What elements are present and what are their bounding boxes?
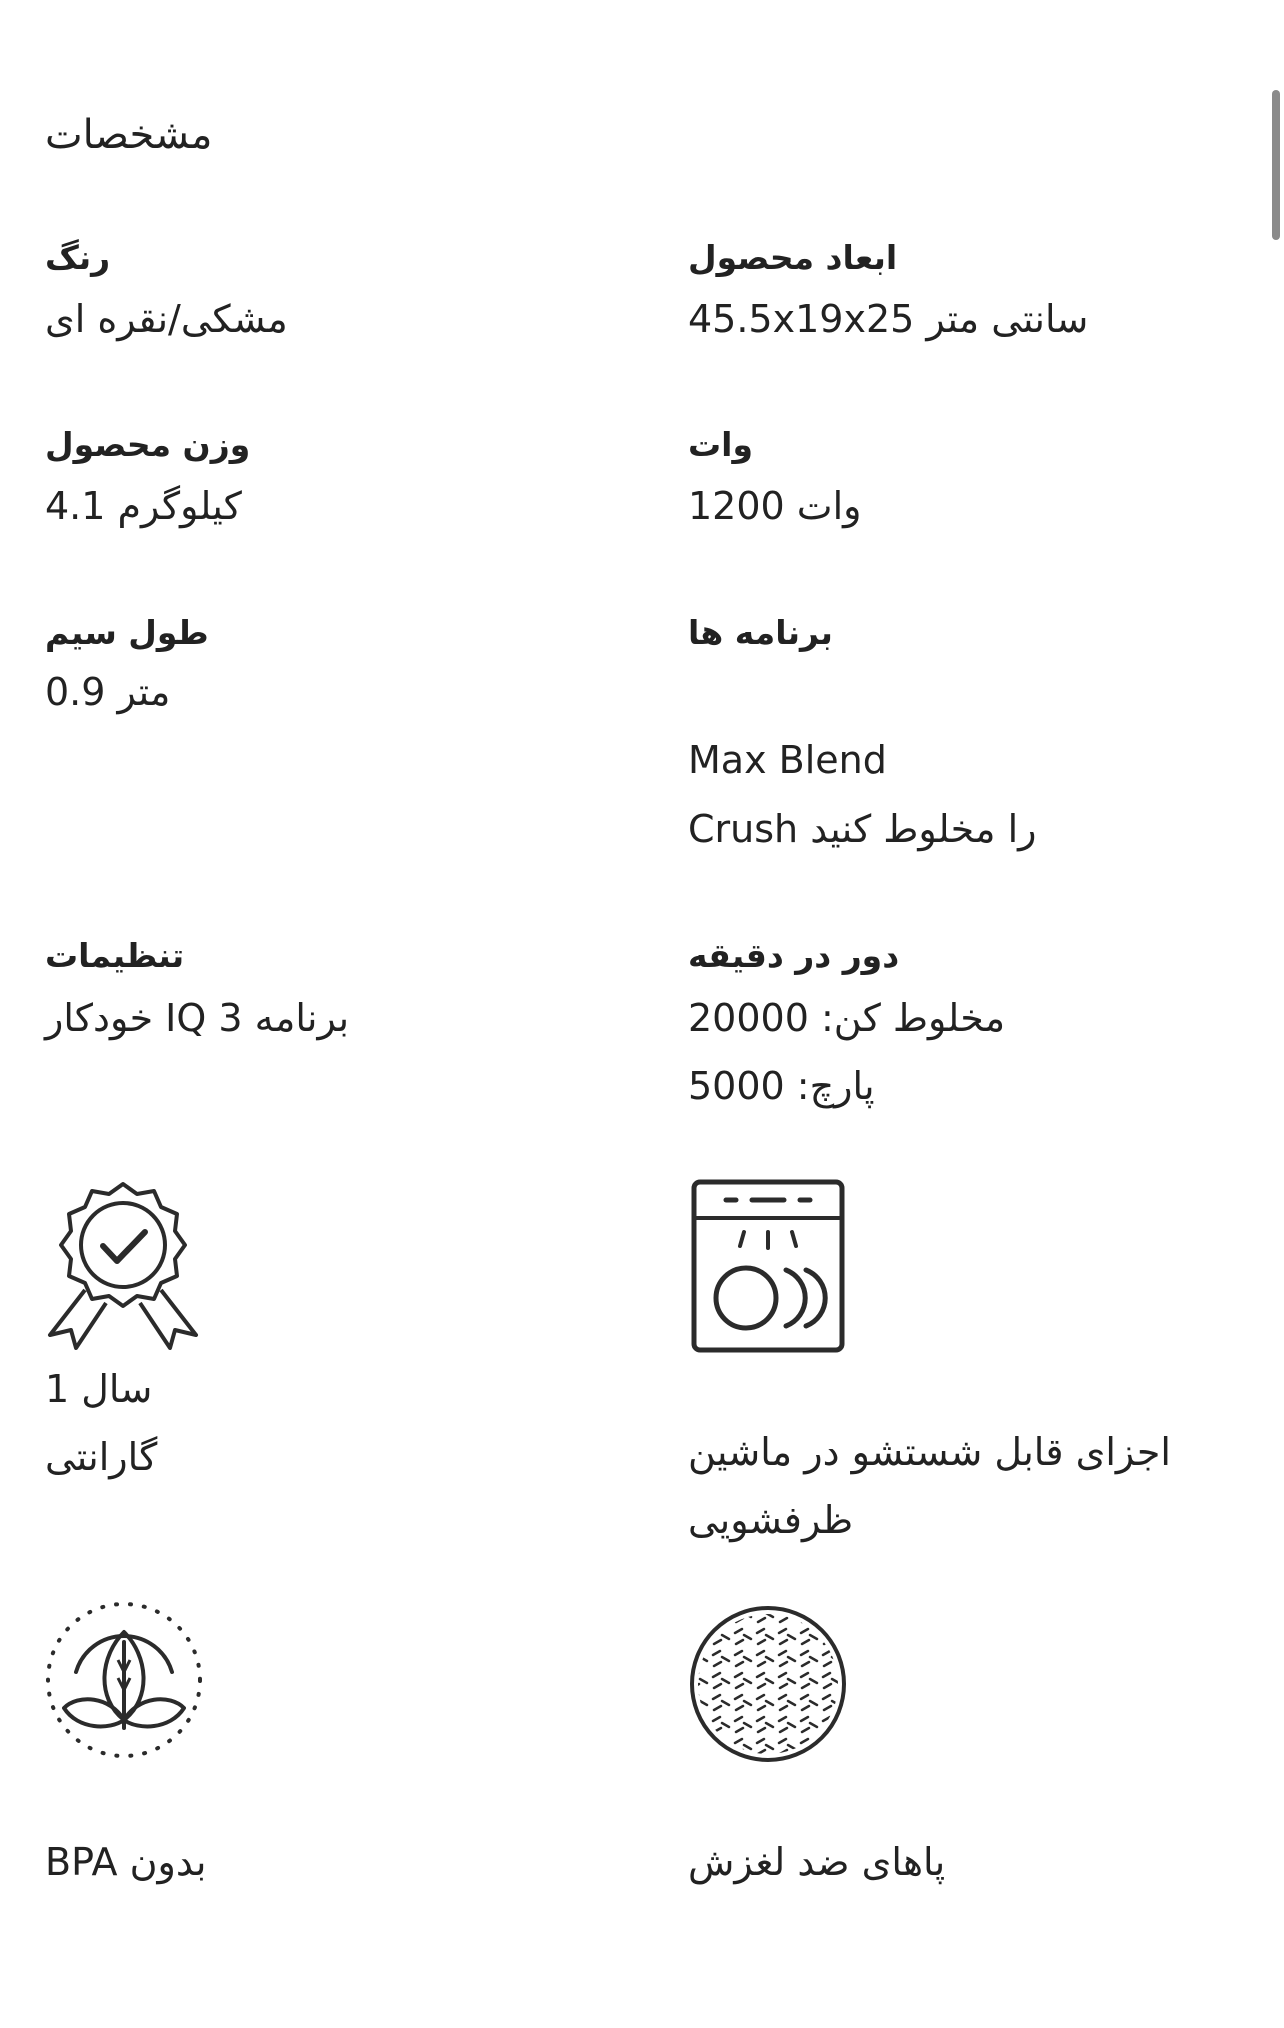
wattage-value: 1200 وات xyxy=(688,484,862,528)
dishwasher-icon xyxy=(690,1178,846,1354)
non-slip-text: پاهای ضد لغزش xyxy=(688,1840,946,1884)
settings-label: تنظیمات xyxy=(45,936,185,975)
settings-value: خودکار IQ برنامه 3 xyxy=(45,996,350,1040)
color-label: رنگ xyxy=(45,238,111,277)
bpa-free-text: BPA بدون xyxy=(45,1840,207,1884)
warranty-label: گارانتی xyxy=(45,1435,158,1479)
page-title: مشخصات xyxy=(45,112,213,158)
color-value: مشکی/نقره ای xyxy=(45,297,288,341)
weight-value: 4.1 کیلوگرم xyxy=(45,484,242,528)
rpm-label: دور در دقیقه xyxy=(688,936,900,975)
dishwasher-text: ظرفشویی xyxy=(688,1498,854,1542)
dishwasher-text: اجزای قابل شستشو در ماشین xyxy=(688,1430,1171,1474)
cord-length-label: طول سیم xyxy=(45,613,209,652)
cord-length-value: 0.9 متر xyxy=(45,670,171,714)
non-slip-feet-icon xyxy=(688,1604,848,1764)
wattage-label: وات xyxy=(688,425,753,464)
weight-label: وزن محصول xyxy=(45,425,251,464)
program-item: Max Blend xyxy=(688,738,887,782)
dimensions-label: ابعاد محصول xyxy=(688,238,898,277)
leaf-eco-icon xyxy=(44,1600,204,1760)
rpm-value: مخلوط کن: 20000 xyxy=(688,996,1006,1040)
warranty-duration: 1 سال xyxy=(45,1367,153,1411)
dimensions-value: 45.5x19x25 سانتی متر xyxy=(688,297,1089,341)
scrollbar[interactable] xyxy=(1272,90,1280,240)
rpm-value: پارچ: 5000 xyxy=(688,1064,875,1108)
programs-label: برنامه ها xyxy=(688,613,833,652)
program-item: Crush را مخلوط کنید xyxy=(688,807,1037,851)
award-badge-check-icon xyxy=(44,1178,202,1350)
